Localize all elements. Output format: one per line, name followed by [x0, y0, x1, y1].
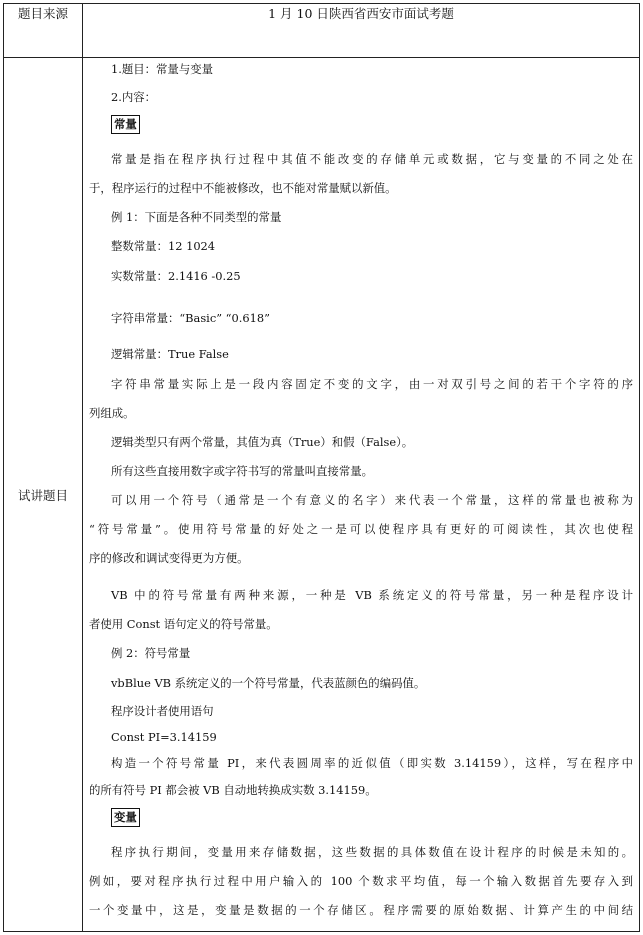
row-label-topic: 试讲题目 — [4, 58, 83, 932]
text-line: 序的修改和调试变得更为方便。 — [89, 551, 249, 565]
text-line: 常量是指在程序执行过程中其值不能改变的存储单元或数据，它与变量的不同之处在 — [111, 152, 633, 166]
heading-variable: 变量 — [111, 808, 140, 827]
text-line: 程序设计者使用语句 — [111, 704, 214, 718]
text-line: 1.题目：常量与变量 — [111, 62, 213, 76]
text-line: 逻辑常量：True False — [111, 347, 229, 361]
text-line: 构造一个符号常量 PI，来代表圆周率的近似值（即实数 3.14159），这样，写在程序中 — [111, 756, 633, 770]
text-line: 所有这些直接用数字或字符书写的常量叫直接常量。 — [111, 464, 373, 478]
text-line: 于，程序运行的过程中不能被修改，也不能对常量赋以新值。 — [89, 181, 397, 195]
text-line: 实数常量：2.1416 -0.25 — [111, 269, 241, 283]
text-line: vbBlue VB 系统定义的一个符号常量，代表蓝颜色的编码值。 — [111, 676, 426, 690]
header-source-label: 题目来源 — [4, 4, 83, 58]
text-line: 字符串常量实际上是一段内容固定不变的文字，由一对双引号之间的若干个字符的序 — [111, 377, 633, 391]
text-line: 一个变量中，这是，变量是数据的一个存储区。程序需要的原始数据、计算产生的中间结 — [89, 903, 633, 917]
text-line: 的所有符号 PI 都会被 VB 自动地转换成实数 3.14159。 — [89, 783, 377, 797]
heading-constant: 常量 — [111, 115, 140, 134]
header-row — [4, 4, 640, 58]
text-line: 可以用一个符号（通常是一个有意义的名字）来代表一个常量，这样的常量也被称为 — [111, 493, 633, 507]
content-text — [89, 58, 633, 931]
header-source-value: 1 月 10 日陕西省西安市面试考题 — [83, 4, 640, 58]
section-heading — [111, 808, 633, 827]
text-line: 整数常量：12 1024 — [111, 239, 216, 253]
text-line: 逻辑类型只有两个常量，其值为真（True）和假（False）。 — [111, 435, 414, 449]
section-heading — [111, 115, 633, 134]
text-line: 程序执行期间，变量用来存储数据，这些数据的具体数值在设计程序的时候是未知的。 — [111, 845, 633, 859]
text-line: 2.内容： — [111, 90, 157, 104]
text-line: 例 1：下面是各种不同类型的常量 — [111, 210, 282, 224]
text-line: 列组成。 — [89, 406, 135, 420]
text-line: Const PI=3.14159 — [111, 730, 217, 744]
content-row — [4, 58, 640, 932]
text-line: 字符串常量：“Basic” “0.618” — [111, 311, 270, 325]
text-line: 例如，要对程序执行过程中用户输入的 100 个数求平均值，每一个输入数据首先要存入到 — [89, 874, 633, 888]
text-line: 例 2：符号常量 — [111, 646, 191, 660]
content-cell — [83, 58, 640, 932]
text-line: VB 中的符号常量有两种来源，一种是 VB 系统定义的符号常量，另一种是程序设计 — [111, 588, 633, 602]
text-line: 者使用 Const 语句定义的符号常量。 — [89, 617, 278, 631]
text-line: “符号常量”。使用符号常量的好处之一是可以使程序具有更好的可阅读性，其次也使程 — [89, 522, 633, 536]
exam-table — [3, 3, 640, 932]
